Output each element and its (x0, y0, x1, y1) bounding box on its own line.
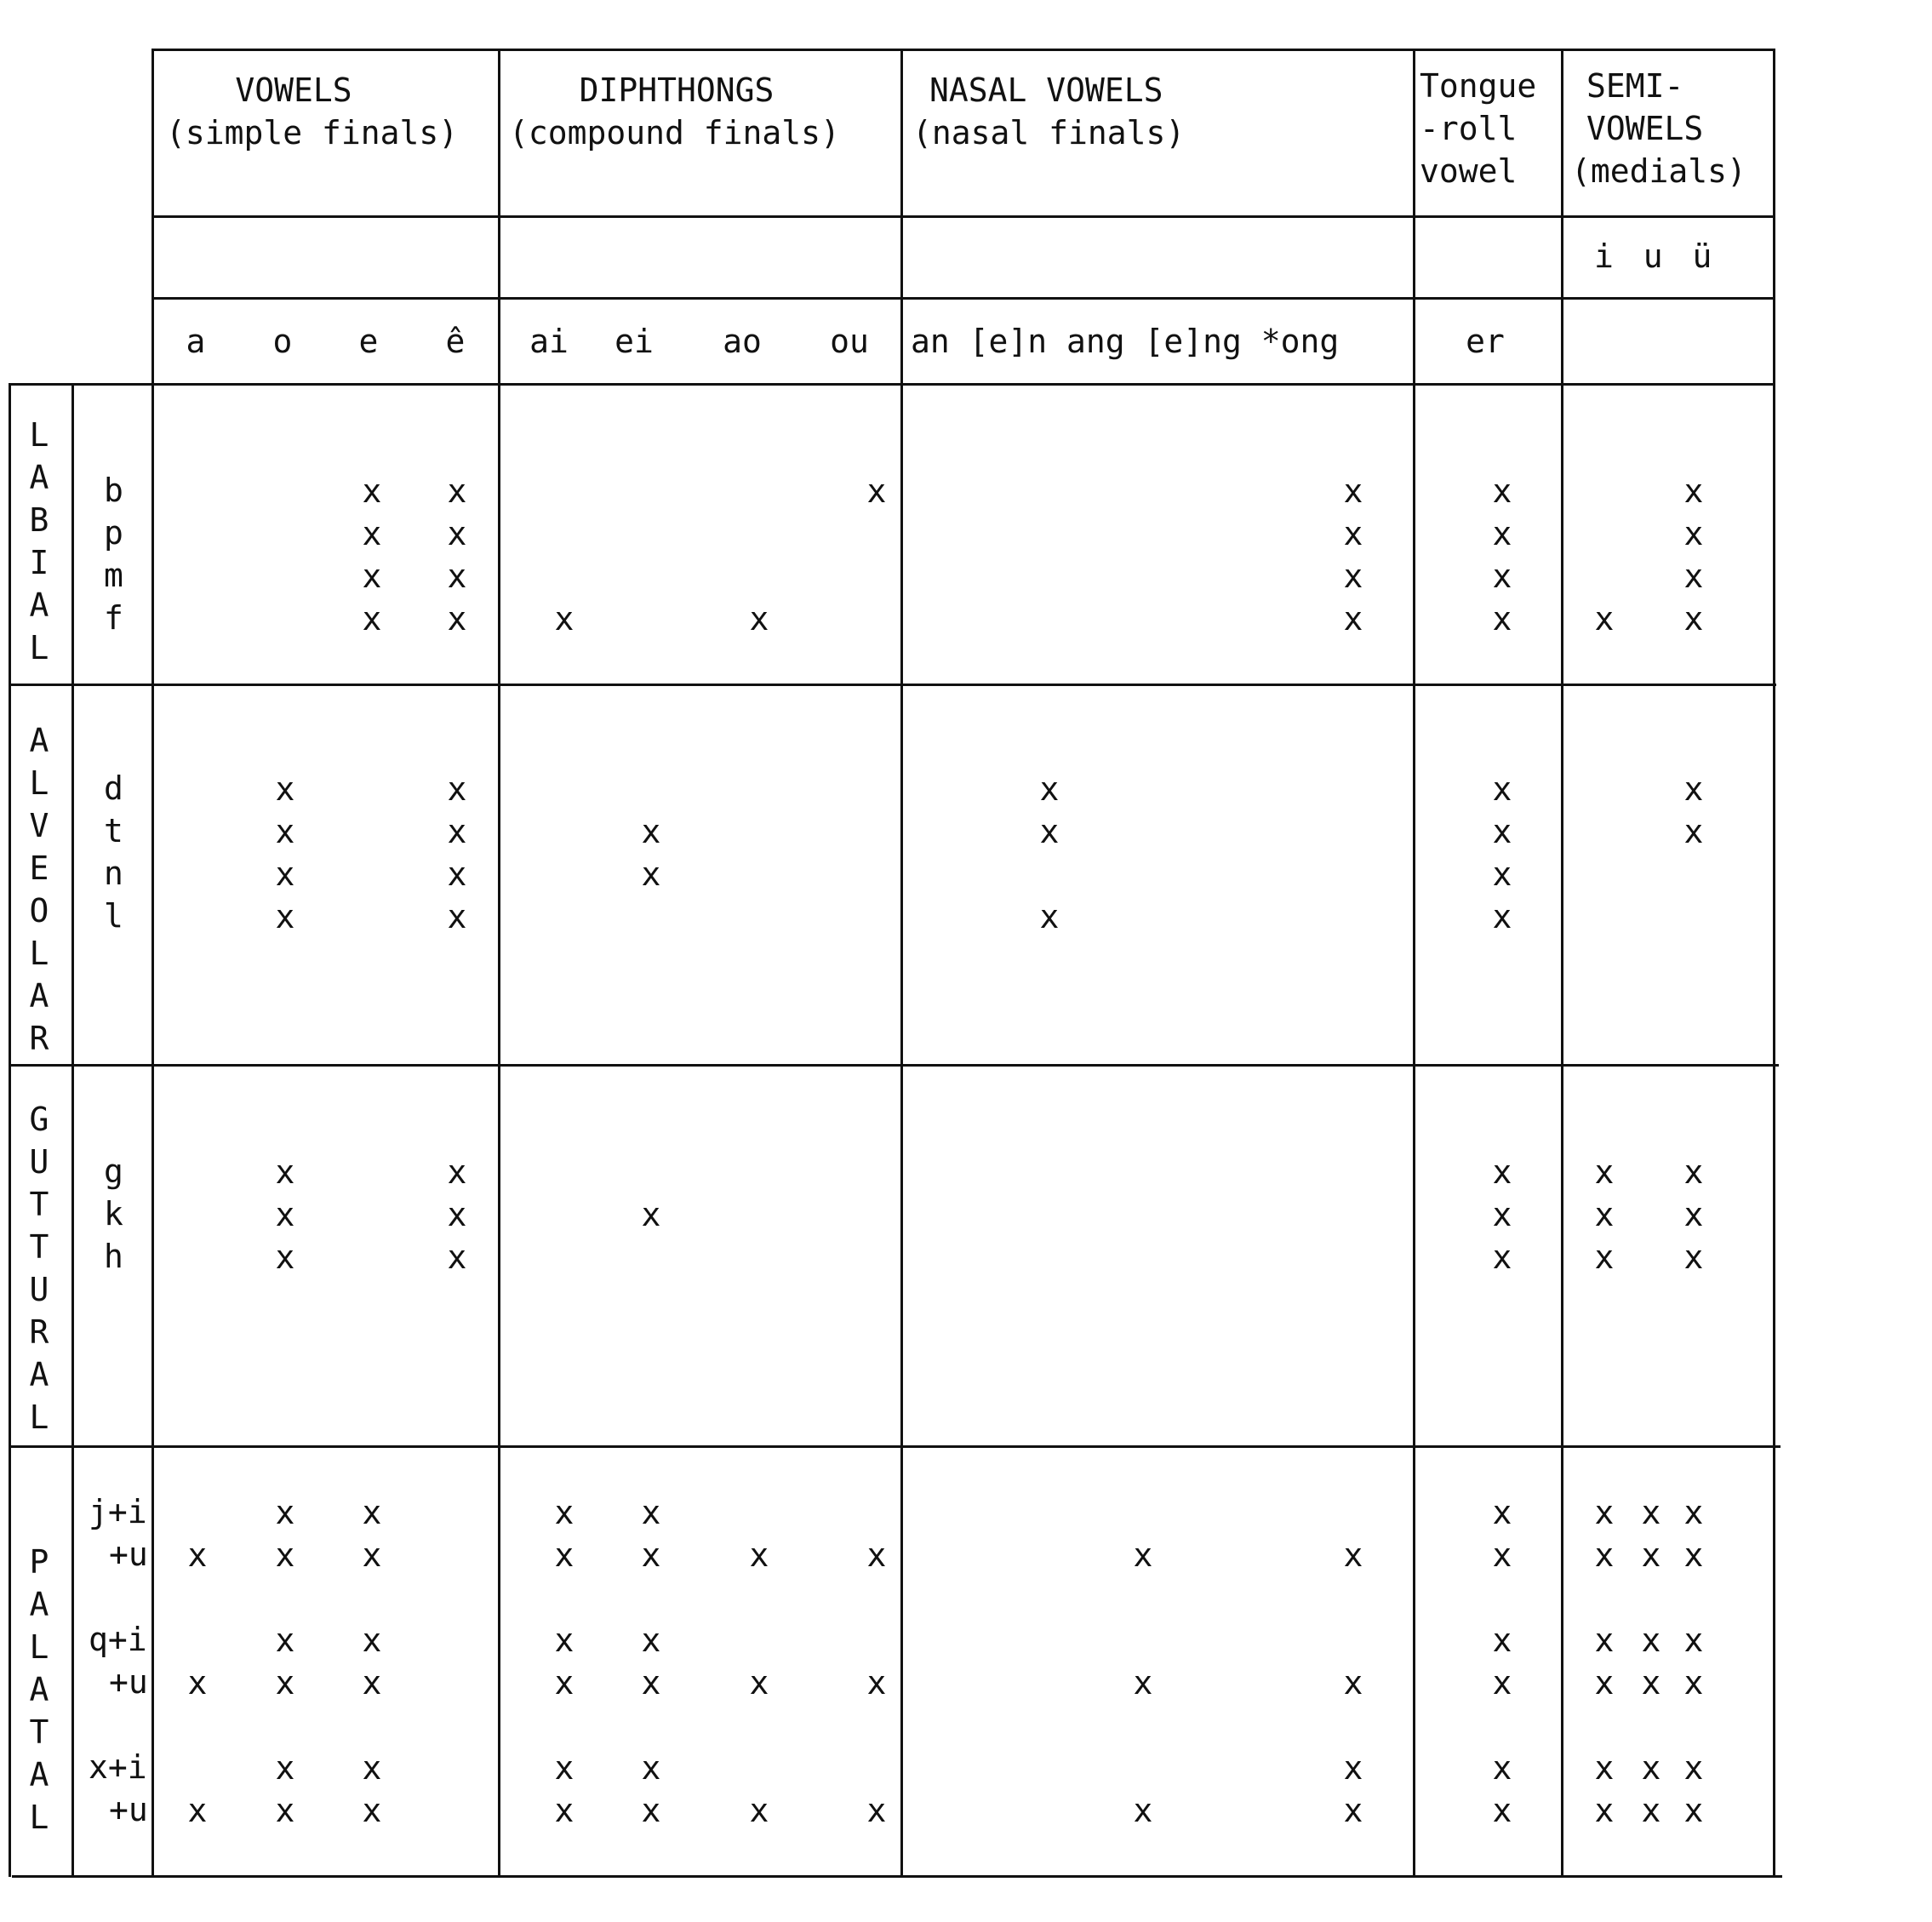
combination-mark: x (1343, 515, 1363, 552)
combination-mark: x (447, 770, 467, 808)
combination-mark: x (1683, 600, 1704, 638)
rule-diphthongs (900, 49, 903, 1877)
final-ou: ou (830, 323, 869, 360)
combination-mark: x (447, 898, 467, 935)
combination-mark: x (447, 515, 467, 552)
rule-left (9, 383, 11, 1877)
combination-mark: x (749, 1536, 769, 1574)
combination-mark: x (1594, 1622, 1615, 1659)
final-a: a (186, 323, 206, 360)
final-ai: ai (529, 323, 569, 360)
combination-mark: x (554, 1622, 574, 1659)
rule-bottom (12, 1875, 1782, 1878)
rule-right (1773, 49, 1775, 1877)
combination-mark: x (275, 1238, 295, 1276)
initial-alveolar-1: t (104, 812, 123, 849)
combination-mark: x (1594, 1238, 1615, 1276)
combination-mark: x (1492, 1494, 1512, 1531)
combination-mark: x (1683, 472, 1704, 510)
combination-mark: x (641, 855, 661, 893)
initial-palatal-3: +u (109, 1663, 148, 1701)
combination-mark: x (275, 770, 295, 808)
rule-guttural-bottom (10, 1445, 1781, 1448)
combination-mark: x (866, 1536, 887, 1574)
initial-labial-0: b (104, 472, 123, 509)
combination-mark: x (1594, 1196, 1615, 1233)
combination-mark: x (187, 1792, 208, 1829)
header-semi-1: SEMI- (1586, 67, 1684, 105)
combination-mark: x (1683, 1238, 1704, 1276)
header-semi-2: VOWELS (1586, 110, 1704, 147)
combination-mark: x (1683, 1536, 1704, 1574)
combination-mark: x (1683, 1664, 1704, 1702)
combination-mark: x (1641, 1749, 1661, 1787)
combination-mark: x (275, 855, 295, 893)
combination-mark: x (554, 1494, 574, 1531)
combination-mark: x (1492, 1238, 1512, 1276)
combination-mark: x (1641, 1622, 1661, 1659)
group-label-palatal: PALATAL (29, 1543, 49, 1836)
combination-mark: x (1492, 472, 1512, 510)
final-er: er (1466, 323, 1505, 360)
combination-mark: x (447, 855, 467, 893)
initial-palatal-2: q+i (89, 1621, 147, 1658)
combination-mark: x (554, 1664, 574, 1702)
rule-tongue (1561, 49, 1563, 1877)
rule-header-2 (151, 297, 1773, 300)
final-o: o (272, 323, 293, 360)
combination-mark: x (447, 1238, 467, 1276)
initial-palatal-1: +u (109, 1536, 148, 1573)
final-nasal: an [e]n ang [e]ng *ong (911, 323, 1340, 360)
combination-mark: x (1343, 558, 1363, 595)
combination-mark: x (554, 600, 574, 638)
combination-mark: x (1492, 1153, 1512, 1191)
combination-mark: x (1343, 1792, 1363, 1829)
combination-mark: x (447, 1153, 467, 1191)
combination-mark: x (1492, 813, 1512, 850)
final-e: e (358, 323, 379, 360)
combination-mark: x (1343, 1749, 1363, 1787)
combination-mark: x (362, 1622, 382, 1659)
combination-mark: x (275, 898, 295, 935)
combination-mark: x (362, 1749, 382, 1787)
initial-labial-2: m (104, 557, 123, 594)
combination-mark: x (1343, 1664, 1363, 1702)
rule-labial-bottom (9, 684, 1776, 686)
combination-mark: x (362, 472, 382, 510)
final-ao: ao (723, 323, 762, 360)
combination-mark: x (1492, 515, 1512, 552)
combination-mark: x (1133, 1664, 1153, 1702)
combination-mark: x (447, 813, 467, 850)
combination-mark: x (866, 1792, 887, 1829)
combination-mark: x (1683, 1792, 1704, 1829)
combination-mark: x (1343, 1536, 1363, 1574)
header-tongue-2: -roll (1420, 110, 1518, 147)
initial-alveolar-0: d (104, 769, 123, 807)
initial-guttural-0: g (104, 1153, 123, 1190)
combination-mark: x (1594, 600, 1615, 638)
combination-mark: x (362, 600, 382, 638)
combination-mark: x (1683, 1153, 1704, 1191)
combination-mark: x (749, 1792, 769, 1829)
combination-mark: x (1641, 1792, 1661, 1829)
combination-mark: x (1133, 1536, 1153, 1574)
combination-mark: x (1594, 1664, 1615, 1702)
combination-mark: x (275, 813, 295, 850)
combination-mark: x (554, 1749, 574, 1787)
header-diphthongs-title: DIPHTHONGS (579, 72, 775, 109)
combination-mark: x (1683, 770, 1704, 808)
combination-mark: x (1594, 1494, 1615, 1531)
combination-mark: x (1594, 1749, 1615, 1787)
combination-mark: x (1492, 1664, 1512, 1702)
combination-mark: x (362, 1494, 382, 1531)
combination-mark: x (1492, 558, 1512, 595)
combination-mark: x (1492, 855, 1512, 893)
combination-mark: x (641, 1536, 661, 1574)
combination-mark: x (362, 1792, 382, 1829)
header-tongue-1: Tongue (1420, 67, 1537, 105)
combination-mark: x (1683, 813, 1704, 850)
combination-mark: x (1492, 898, 1512, 935)
combination-mark: x (447, 1196, 467, 1233)
combination-mark: x (275, 1153, 295, 1191)
initial-alveolar-2: n (104, 855, 123, 892)
final-ei: ei (614, 323, 654, 360)
combination-mark: x (641, 813, 661, 850)
rule-header-1 (151, 215, 1773, 218)
rule-header-3 (9, 383, 1775, 386)
initial-palatal-5: +u (109, 1791, 148, 1828)
combination-mark: x (1683, 1196, 1704, 1233)
combination-mark: x (362, 1664, 382, 1702)
combination-mark: x (641, 1196, 661, 1233)
combination-mark: x (554, 1792, 574, 1829)
combination-mark: x (362, 515, 382, 552)
rule-nasal (1413, 49, 1415, 1877)
initial-labial-1: p (104, 514, 123, 552)
combination-mark: x (275, 1664, 295, 1702)
initial-labial-3: f (104, 599, 123, 637)
medials-label: i u ü (1594, 237, 1718, 275)
combination-mark: x (1594, 1153, 1615, 1191)
final-e-circumflex: ê (445, 323, 466, 360)
header-semi-3: (medials) (1571, 152, 1746, 190)
combination-mark: x (1492, 770, 1512, 808)
combination-mark: x (275, 1622, 295, 1659)
combination-mark: x (1683, 558, 1704, 595)
combination-mark: x (1039, 898, 1060, 935)
rule-group-label (71, 383, 74, 1877)
initial-palatal-0: j+i (89, 1493, 147, 1530)
combination-mark: x (275, 1196, 295, 1233)
combination-mark: x (1683, 515, 1704, 552)
group-label-labial: LABIAL (29, 416, 49, 666)
combination-mark: x (362, 1536, 382, 1574)
combination-mark: x (1641, 1536, 1661, 1574)
combination-mark: x (447, 600, 467, 638)
combination-mark: x (1641, 1494, 1661, 1531)
header-vowels-sub: (simple finals) (166, 114, 459, 152)
rule-initials (151, 49, 154, 1877)
combination-mark: x (554, 1536, 574, 1574)
combination-mark: x (362, 558, 382, 595)
combination-mark: x (749, 1664, 769, 1702)
combination-mark: x (641, 1792, 661, 1829)
combination-mark: x (1039, 813, 1060, 850)
combination-mark: x (641, 1622, 661, 1659)
header-nasal-title: NASAL VOWELS (929, 72, 1163, 109)
combination-mark: x (1492, 1749, 1512, 1787)
header-nasal-sub: (nasal finals) (912, 114, 1186, 152)
combination-mark: x (866, 1664, 887, 1702)
combination-mark: x (1683, 1749, 1704, 1787)
combination-mark: x (749, 600, 769, 638)
header-vowels-title: VOWELS (235, 72, 352, 109)
header-tongue-3: vowel (1420, 152, 1518, 190)
combination-mark: x (275, 1494, 295, 1531)
combination-mark: x (275, 1792, 295, 1829)
combination-mark: x (866, 472, 887, 510)
group-label-alveolar: ALVEOLAR (29, 722, 49, 1057)
combination-mark: x (187, 1664, 208, 1702)
combination-mark: x (1492, 600, 1512, 638)
combination-mark: x (1492, 1622, 1512, 1659)
combination-mark: x (641, 1494, 661, 1531)
combination-mark: x (1343, 472, 1363, 510)
initial-guttural-1: k (104, 1195, 123, 1233)
initial-palatal-4: x+i (89, 1748, 147, 1786)
combination-mark: x (641, 1749, 661, 1787)
combination-mark: x (187, 1536, 208, 1574)
combination-mark: x (1492, 1792, 1512, 1829)
combination-mark: x (1683, 1622, 1704, 1659)
header-diphthongs-sub: (compound finals) (509, 114, 840, 152)
combination-mark: x (641, 1664, 661, 1702)
combination-mark: x (1039, 770, 1060, 808)
combination-mark: x (1492, 1196, 1512, 1233)
initial-alveolar-3: l (104, 897, 123, 935)
combination-mark: x (275, 1536, 295, 1574)
rule-alveolar-bottom (9, 1064, 1779, 1067)
combination-mark: x (447, 472, 467, 510)
combination-mark: x (1641, 1664, 1661, 1702)
rule-top (151, 49, 1773, 51)
combination-mark: x (275, 1749, 295, 1787)
combination-mark: x (1492, 1536, 1512, 1574)
rule-vowels (498, 49, 500, 1877)
combination-mark: x (1133, 1792, 1153, 1829)
group-label-guttural: GUTTURAL (29, 1101, 49, 1436)
combination-mark: x (1683, 1494, 1704, 1531)
initial-guttural-2: h (104, 1238, 123, 1275)
combination-mark: x (1594, 1792, 1615, 1829)
combination-mark: x (1343, 600, 1363, 638)
combination-mark: x (1594, 1536, 1615, 1574)
combination-mark: x (447, 558, 467, 595)
